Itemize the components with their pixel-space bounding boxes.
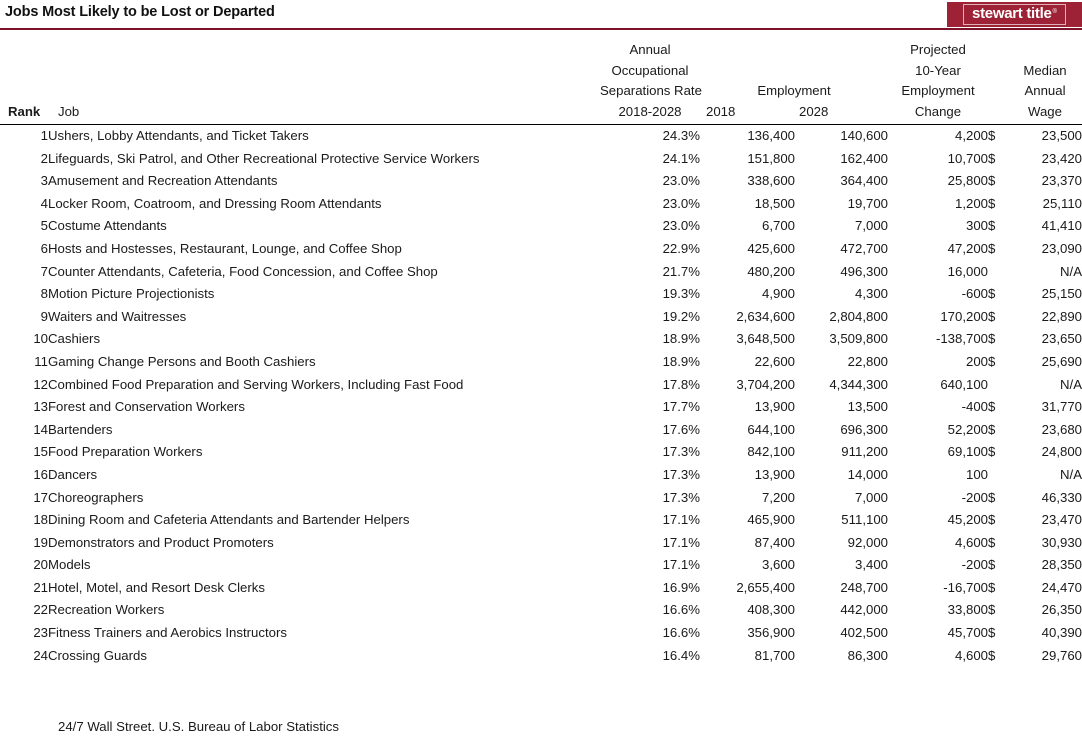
- table-row: [0, 193, 1082, 216]
- header-blank-dollar-1: [988, 40, 1008, 61]
- cell-rank: 24: [33, 647, 48, 663]
- header-employment-group: Employment: [757, 83, 831, 98]
- cell-median-wage: 31,770: [1041, 399, 1082, 415]
- table-row: [0, 261, 1082, 284]
- header-separations-line-1: Annual: [629, 42, 671, 57]
- cell-employment-2018: 3,648,500: [736, 331, 795, 347]
- cell-rank: 8: [40, 286, 48, 302]
- cell-median-wage: 30,930: [1041, 534, 1082, 550]
- cell-job: Demonstrators and Product Promoters: [48, 534, 274, 550]
- cell-median-wage: 23,370: [1041, 173, 1082, 189]
- cell-job: Ushers, Lobby Attendants, and Ticket Takers: [48, 128, 309, 143]
- header-blank-wage-1: [1008, 40, 1082, 61]
- header-change-line-1: Projected: [910, 42, 966, 57]
- table-row: [0, 464, 1082, 487]
- cell-employment-2028: 19,700: [847, 195, 888, 211]
- cell-rank: 15: [33, 444, 48, 460]
- cell-job: Costume Attendants: [48, 218, 167, 234]
- cell-employment-2018: 842,100: [747, 444, 795, 460]
- cell-employment-change: 45,200: [947, 512, 988, 528]
- cell-employment-change: 25,800: [947, 173, 988, 189]
- data-table-container: [0, 40, 1082, 667]
- cell-rank: 16: [33, 466, 48, 482]
- table-row: [0, 215, 1082, 238]
- cell-job: Fitness Trainers and Aerobics Instructors: [48, 625, 287, 641]
- cell-job: Gaming Change Persons and Booth Cashiers: [48, 353, 316, 369]
- table-row: [0, 645, 1082, 668]
- cell-median-wage: 46,330: [1041, 489, 1082, 505]
- cell-job: Hosts and Hostesses, Restaurant, Lounge, and Coffee Shop: [48, 240, 402, 256]
- cell-employment-2028: 92,000: [847, 534, 888, 550]
- cell-separations-rate: 17.1%: [662, 512, 700, 528]
- cell-rank: 2: [40, 150, 48, 166]
- cell-median-wage: 23,650: [1041, 331, 1082, 347]
- cell-employment-2028: 472,700: [840, 240, 888, 256]
- cell-rank: 3: [40, 173, 48, 189]
- cell-median-wage: 25,150: [1041, 286, 1082, 302]
- table-body: [0, 125, 1082, 668]
- cell-employment-change: 69,100: [947, 444, 988, 460]
- cell-employment-2028: 364,400: [840, 173, 888, 189]
- cell-median-wage: 25,690: [1041, 353, 1082, 369]
- cell-employment-2028: 4,344,300: [829, 376, 888, 392]
- cell-currency-symbol: $: [988, 150, 996, 166]
- cell-employment-change: 16,000: [947, 263, 988, 279]
- cell-median-wage: 26,350: [1041, 602, 1082, 618]
- cell-separations-rate: 17.3%: [662, 489, 700, 505]
- cell-employment-2018: 22,600: [754, 353, 795, 369]
- cell-currency-symbol: $: [988, 286, 996, 302]
- cell-currency-symbol: $: [988, 240, 996, 256]
- cell-employment-2018: 81,700: [754, 647, 795, 663]
- table-row: [0, 509, 1082, 532]
- header-change-line-2: 10-Year: [915, 62, 961, 78]
- table-row: [0, 328, 1082, 351]
- cell-currency-symbol: $: [988, 195, 996, 211]
- header-blank-rank-3: [0, 81, 48, 102]
- cell-currency-symbol: $: [988, 218, 996, 234]
- cell-separations-rate: 16.4%: [662, 647, 700, 663]
- logo-frame: [963, 4, 1066, 25]
- cell-separations-rate: 22.9%: [662, 240, 700, 256]
- cell-employment-change: 10,700: [947, 150, 988, 166]
- table-row: [0, 441, 1082, 464]
- cell-employment-2018: 13,900: [754, 399, 795, 415]
- cell-employment-change: 200: [965, 353, 988, 369]
- cell-employment-change: 4,600: [954, 534, 988, 550]
- header-blank-dollar-3: [988, 81, 1008, 102]
- cell-rank: 12: [33, 376, 48, 392]
- cell-employment-change: -16,700: [943, 579, 988, 595]
- cell-median-wage: N/A: [1060, 376, 1082, 392]
- cell-employment-2018: 425,600: [747, 240, 795, 256]
- header-employment-2028: 2028: [799, 103, 829, 119]
- cell-employment-change: 300: [965, 218, 988, 234]
- registered-mark-icon: ®: [1052, 9, 1057, 15]
- cell-currency-symbol: $: [988, 128, 996, 143]
- header-change-line-3: Employment: [901, 83, 975, 98]
- cell-employment-2028: 13,500: [847, 399, 888, 415]
- cell-rank: 6: [40, 240, 48, 256]
- cell-employment-2018: 18,500: [754, 195, 795, 211]
- cell-job: Crossing Guards: [48, 647, 147, 663]
- cell-employment-2018: 644,100: [747, 421, 795, 437]
- cell-currency-symbol: $: [988, 557, 996, 573]
- cell-job: Recreation Workers: [48, 602, 165, 618]
- table-row: [0, 554, 1082, 577]
- table-row: [0, 396, 1082, 419]
- table-row: [0, 374, 1082, 397]
- cell-employment-2028: 14,000: [847, 466, 888, 482]
- table-header: [0, 40, 1082, 125]
- header-separations-line-3: Separations Rate: [600, 83, 702, 98]
- cell-employment-2028: 86,300: [847, 647, 888, 663]
- cell-median-wage: 23,090: [1041, 240, 1082, 256]
- cell-median-wage: 24,470: [1041, 579, 1082, 595]
- cell-median-wage: 23,420: [1041, 150, 1082, 166]
- cell-separations-rate: 16.6%: [662, 602, 700, 618]
- cell-employment-change: -138,700: [935, 331, 988, 347]
- cell-rank: 1: [40, 128, 48, 143]
- cell-employment-2028: 496,300: [840, 263, 888, 279]
- cell-job: Dining Room and Cafeteria Attendants and Bartender Helpers: [48, 512, 410, 528]
- header-blank-emp2028-1: [795, 40, 888, 61]
- table-row: [0, 419, 1082, 442]
- cell-job: Forest and Conservation Workers: [48, 399, 245, 415]
- header-line-4: [0, 102, 1082, 123]
- header-blank-rank-2: [0, 61, 48, 82]
- cell-currency-symbol: $: [988, 308, 996, 324]
- cell-separations-rate: 17.1%: [662, 534, 700, 550]
- page-title: Jobs Most Likely to be Lost or Departed: [5, 4, 275, 20]
- cell-rank: 21: [33, 579, 48, 595]
- header-line-2: [0, 61, 1082, 82]
- cell-rank: 5: [40, 218, 48, 234]
- header-employment-2018: 2018: [706, 103, 736, 119]
- cell-median-wage: N/A: [1060, 263, 1082, 279]
- table-row: [0, 125, 1082, 148]
- cell-job: Hotel, Motel, and Resort Desk Clerks: [48, 579, 265, 595]
- cell-employment-2028: 140,600: [840, 128, 888, 143]
- cell-employment-change: -200: [961, 557, 988, 573]
- cell-currency-symbol: $: [988, 399, 996, 415]
- cell-employment-change: 33,800: [947, 602, 988, 618]
- cell-median-wage: 22,890: [1041, 308, 1082, 324]
- cell-job: Locker Room, Coatroom, and Dressing Room Attendants: [48, 195, 382, 211]
- cell-separations-rate: 17.7%: [662, 399, 700, 415]
- cell-employment-change: 170,200: [940, 308, 988, 324]
- cell-median-wage: 28,350: [1041, 557, 1082, 573]
- cell-employment-change: 47,200: [947, 240, 988, 256]
- jobs-table: [0, 40, 1082, 667]
- cell-currency-symbol: $: [988, 579, 996, 595]
- cell-employment-2028: 22,800: [847, 353, 888, 369]
- cell-employment-2018: 4,900: [761, 286, 795, 302]
- cell-job: Waiters and Waitresses: [48, 308, 187, 324]
- cell-employment-2018: 338,600: [747, 173, 795, 189]
- cell-separations-rate: 18.9%: [662, 331, 700, 347]
- cell-currency-symbol: $: [988, 534, 996, 550]
- cell-median-wage: 25,110: [1042, 195, 1082, 211]
- cell-job: Combined Food Preparation and Serving Workers, Including Fast Food: [48, 376, 464, 392]
- cell-currency-symbol: $: [988, 625, 996, 641]
- cell-rank: 9: [40, 308, 48, 324]
- header-blank-job-2: [48, 61, 600, 82]
- cell-separations-rate: 17.3%: [662, 466, 700, 482]
- cell-currency-symbol: $: [988, 173, 996, 189]
- cell-currency-symbol: $: [988, 602, 996, 618]
- cell-job: Food Preparation Workers: [48, 444, 203, 460]
- cell-employment-2018: 3,704,200: [736, 376, 795, 392]
- cell-separations-rate: 19.3%: [662, 286, 700, 302]
- table-row: [0, 577, 1082, 600]
- cell-currency-symbol: [988, 374, 1008, 397]
- cell-separations-rate: 17.8%: [662, 376, 700, 392]
- cell-separations-rate: 19.2%: [662, 308, 700, 324]
- table-row: [0, 351, 1082, 374]
- header-wage-line-3: Wage: [1028, 103, 1062, 119]
- cell-employment-change: -400: [961, 399, 988, 415]
- cell-employment-change: 640,100: [940, 376, 988, 392]
- header-blank-dollar-4: [988, 102, 1008, 123]
- logo-text: stewart title: [972, 5, 1052, 22]
- cell-rank: 14: [33, 421, 48, 437]
- cell-median-wage: 29,760: [1041, 647, 1082, 663]
- cell-employment-2028: 7,000: [854, 489, 888, 505]
- cell-currency-symbol: $: [988, 331, 996, 347]
- cell-separations-rate: 18.9%: [662, 353, 700, 369]
- cell-median-wage: 23,680: [1041, 421, 1082, 437]
- cell-employment-2028: 248,700: [840, 579, 888, 595]
- cell-separations-rate: 23.0%: [662, 218, 700, 234]
- table-row: [0, 148, 1082, 171]
- header-separations-line-2: Occupational: [611, 62, 689, 78]
- cell-separations-rate: 17.3%: [662, 444, 700, 460]
- header-job: Job: [58, 103, 80, 119]
- title-divider: [0, 28, 1082, 30]
- cell-employment-2018: 87,400: [754, 534, 795, 550]
- cell-currency-symbol: $: [988, 489, 996, 505]
- cell-job: Models: [48, 557, 91, 573]
- cell-rank: 10: [33, 331, 48, 347]
- cell-employment-2018: 356,900: [747, 625, 795, 641]
- cell-employment-change: 1,200: [954, 195, 988, 211]
- cell-currency-symbol: $: [988, 421, 996, 437]
- cell-job: Dancers: [48, 466, 98, 482]
- cell-currency-symbol: [988, 464, 1008, 487]
- cell-currency-symbol: $: [988, 647, 996, 663]
- cell-job: Lifeguards, Ski Patrol, and Other Recreational Protective Service Workers: [48, 150, 480, 166]
- header-blank-dollar-2: [988, 61, 1008, 82]
- cell-employment-2018: 465,900: [747, 512, 795, 528]
- header-separations-line-4: 2018-2028: [618, 103, 682, 119]
- cell-employment-2028: 3,509,800: [829, 331, 888, 347]
- cell-employment-change: 4,200: [954, 128, 988, 143]
- cell-employment-2018: 136,400: [747, 128, 795, 143]
- cell-job: Cashiers: [48, 331, 101, 347]
- cell-median-wage: 40,390: [1041, 625, 1082, 641]
- cell-separations-rate: 17.1%: [662, 557, 700, 573]
- header-line-3: [0, 81, 1082, 102]
- cell-median-wage: 41,410: [1041, 218, 1082, 234]
- cell-separations-rate: 24.3%: [662, 128, 700, 143]
- header-wage-line-1: Median: [1023, 62, 1067, 78]
- cell-employment-change: 100: [965, 466, 988, 482]
- cell-employment-2028: 696,300: [840, 421, 888, 437]
- cell-employment-2028: 511,100: [841, 512, 888, 528]
- stewart-title-logo: [947, 2, 1082, 27]
- table-row: [0, 283, 1082, 306]
- cell-job: Counter Attendants, Cafeteria, Food Concession, and Coffee Shop: [48, 263, 438, 279]
- header-blank-job-1: [48, 40, 600, 61]
- cell-employment-2018: 7,200: [761, 489, 795, 505]
- cell-employment-2028: 402,500: [840, 625, 888, 641]
- cell-employment-change: -600: [961, 286, 988, 302]
- header-blank-emp2028-2: [795, 61, 888, 82]
- cell-employment-2018: 480,200: [747, 263, 795, 279]
- cell-employment-2028: 442,000: [840, 602, 888, 618]
- cell-rank: 11: [34, 353, 48, 369]
- cell-separations-rate: 23.0%: [662, 195, 700, 211]
- cell-rank: 7: [40, 263, 48, 279]
- table-row: [0, 622, 1082, 645]
- cell-separations-rate: 17.6%: [662, 421, 700, 437]
- cell-employment-2018: 6,700: [761, 218, 795, 234]
- cell-job: Choreographers: [48, 489, 144, 505]
- table-row: [0, 306, 1082, 329]
- cell-employment-change: -200: [961, 489, 988, 505]
- cell-employment-change: 45,700: [947, 625, 988, 641]
- cell-rank: 22: [33, 602, 48, 618]
- cell-employment-2018: 13,900: [754, 466, 795, 482]
- cell-separations-rate: 21.7%: [662, 263, 700, 279]
- cell-employment-2028: 162,400: [840, 150, 888, 166]
- table-row: [0, 487, 1082, 510]
- cell-median-wage: 23,500: [1041, 128, 1082, 143]
- cell-median-wage: 23,470: [1041, 512, 1082, 528]
- cell-separations-rate: 24.1%: [662, 150, 700, 166]
- header-change-line-4: Change: [914, 103, 962, 119]
- cell-median-wage: N/A: [1060, 466, 1082, 482]
- cell-employment-2028: 2,804,800: [829, 308, 888, 324]
- cell-employment-2028: 911,200: [841, 444, 888, 460]
- cell-employment-change: 4,600: [954, 647, 988, 663]
- cell-currency-symbol: [988, 261, 1008, 284]
- source-note: 24/7 Wall Street. U.S. Bureau of Labor Statistics: [58, 719, 339, 734]
- cell-employment-2018: 408,300: [747, 602, 795, 618]
- cell-employment-2018: 2,634,600: [736, 308, 795, 324]
- table-row: [0, 170, 1082, 193]
- header-blank-emp2018-1: [700, 40, 795, 61]
- cell-rank: 18: [33, 512, 48, 528]
- cell-employment-2018: 2,655,400: [736, 579, 795, 595]
- header-rank: Rank: [8, 103, 41, 119]
- cell-separations-rate: 23.0%: [662, 173, 700, 189]
- table-row: [0, 238, 1082, 261]
- header-wage-line-2: Annual: [1024, 83, 1066, 98]
- cell-employment-2028: 7,000: [854, 218, 888, 234]
- cell-job: Motion Picture Projectionists: [48, 286, 215, 302]
- table-row: [0, 599, 1082, 622]
- cell-employment-2028: 4,300: [854, 286, 888, 302]
- cell-currency-symbol: $: [988, 512, 996, 528]
- table-row: [0, 532, 1082, 555]
- header-blank-rank-1: [0, 40, 48, 61]
- cell-employment-change: 52,200: [947, 421, 988, 437]
- cell-rank: 19: [33, 534, 48, 550]
- cell-separations-rate: 16.6%: [662, 625, 700, 641]
- cell-rank: 17: [33, 489, 48, 505]
- cell-rank: 20: [33, 557, 48, 573]
- cell-employment-2028: 3,400: [854, 557, 888, 573]
- cell-employment-2018: 151,800: [747, 150, 795, 166]
- cell-median-wage: 24,800: [1041, 444, 1082, 460]
- cell-currency-symbol: $: [988, 444, 996, 460]
- header-blank-emp2018-2: [700, 61, 795, 82]
- cell-separations-rate: 16.9%: [662, 579, 700, 595]
- cell-rank: 4: [40, 195, 48, 211]
- cell-job: Amusement and Recreation Attendants: [48, 173, 278, 189]
- cell-job: Bartenders: [48, 421, 113, 437]
- cell-employment-2018: 3,600: [761, 557, 795, 573]
- header-blank-job-3: [48, 81, 600, 102]
- cell-currency-symbol: $: [988, 353, 996, 369]
- cell-rank: 23: [33, 625, 48, 641]
- header-line-1: [0, 40, 1082, 61]
- document-header: [0, 0, 1082, 30]
- cell-rank: 13: [33, 399, 48, 415]
